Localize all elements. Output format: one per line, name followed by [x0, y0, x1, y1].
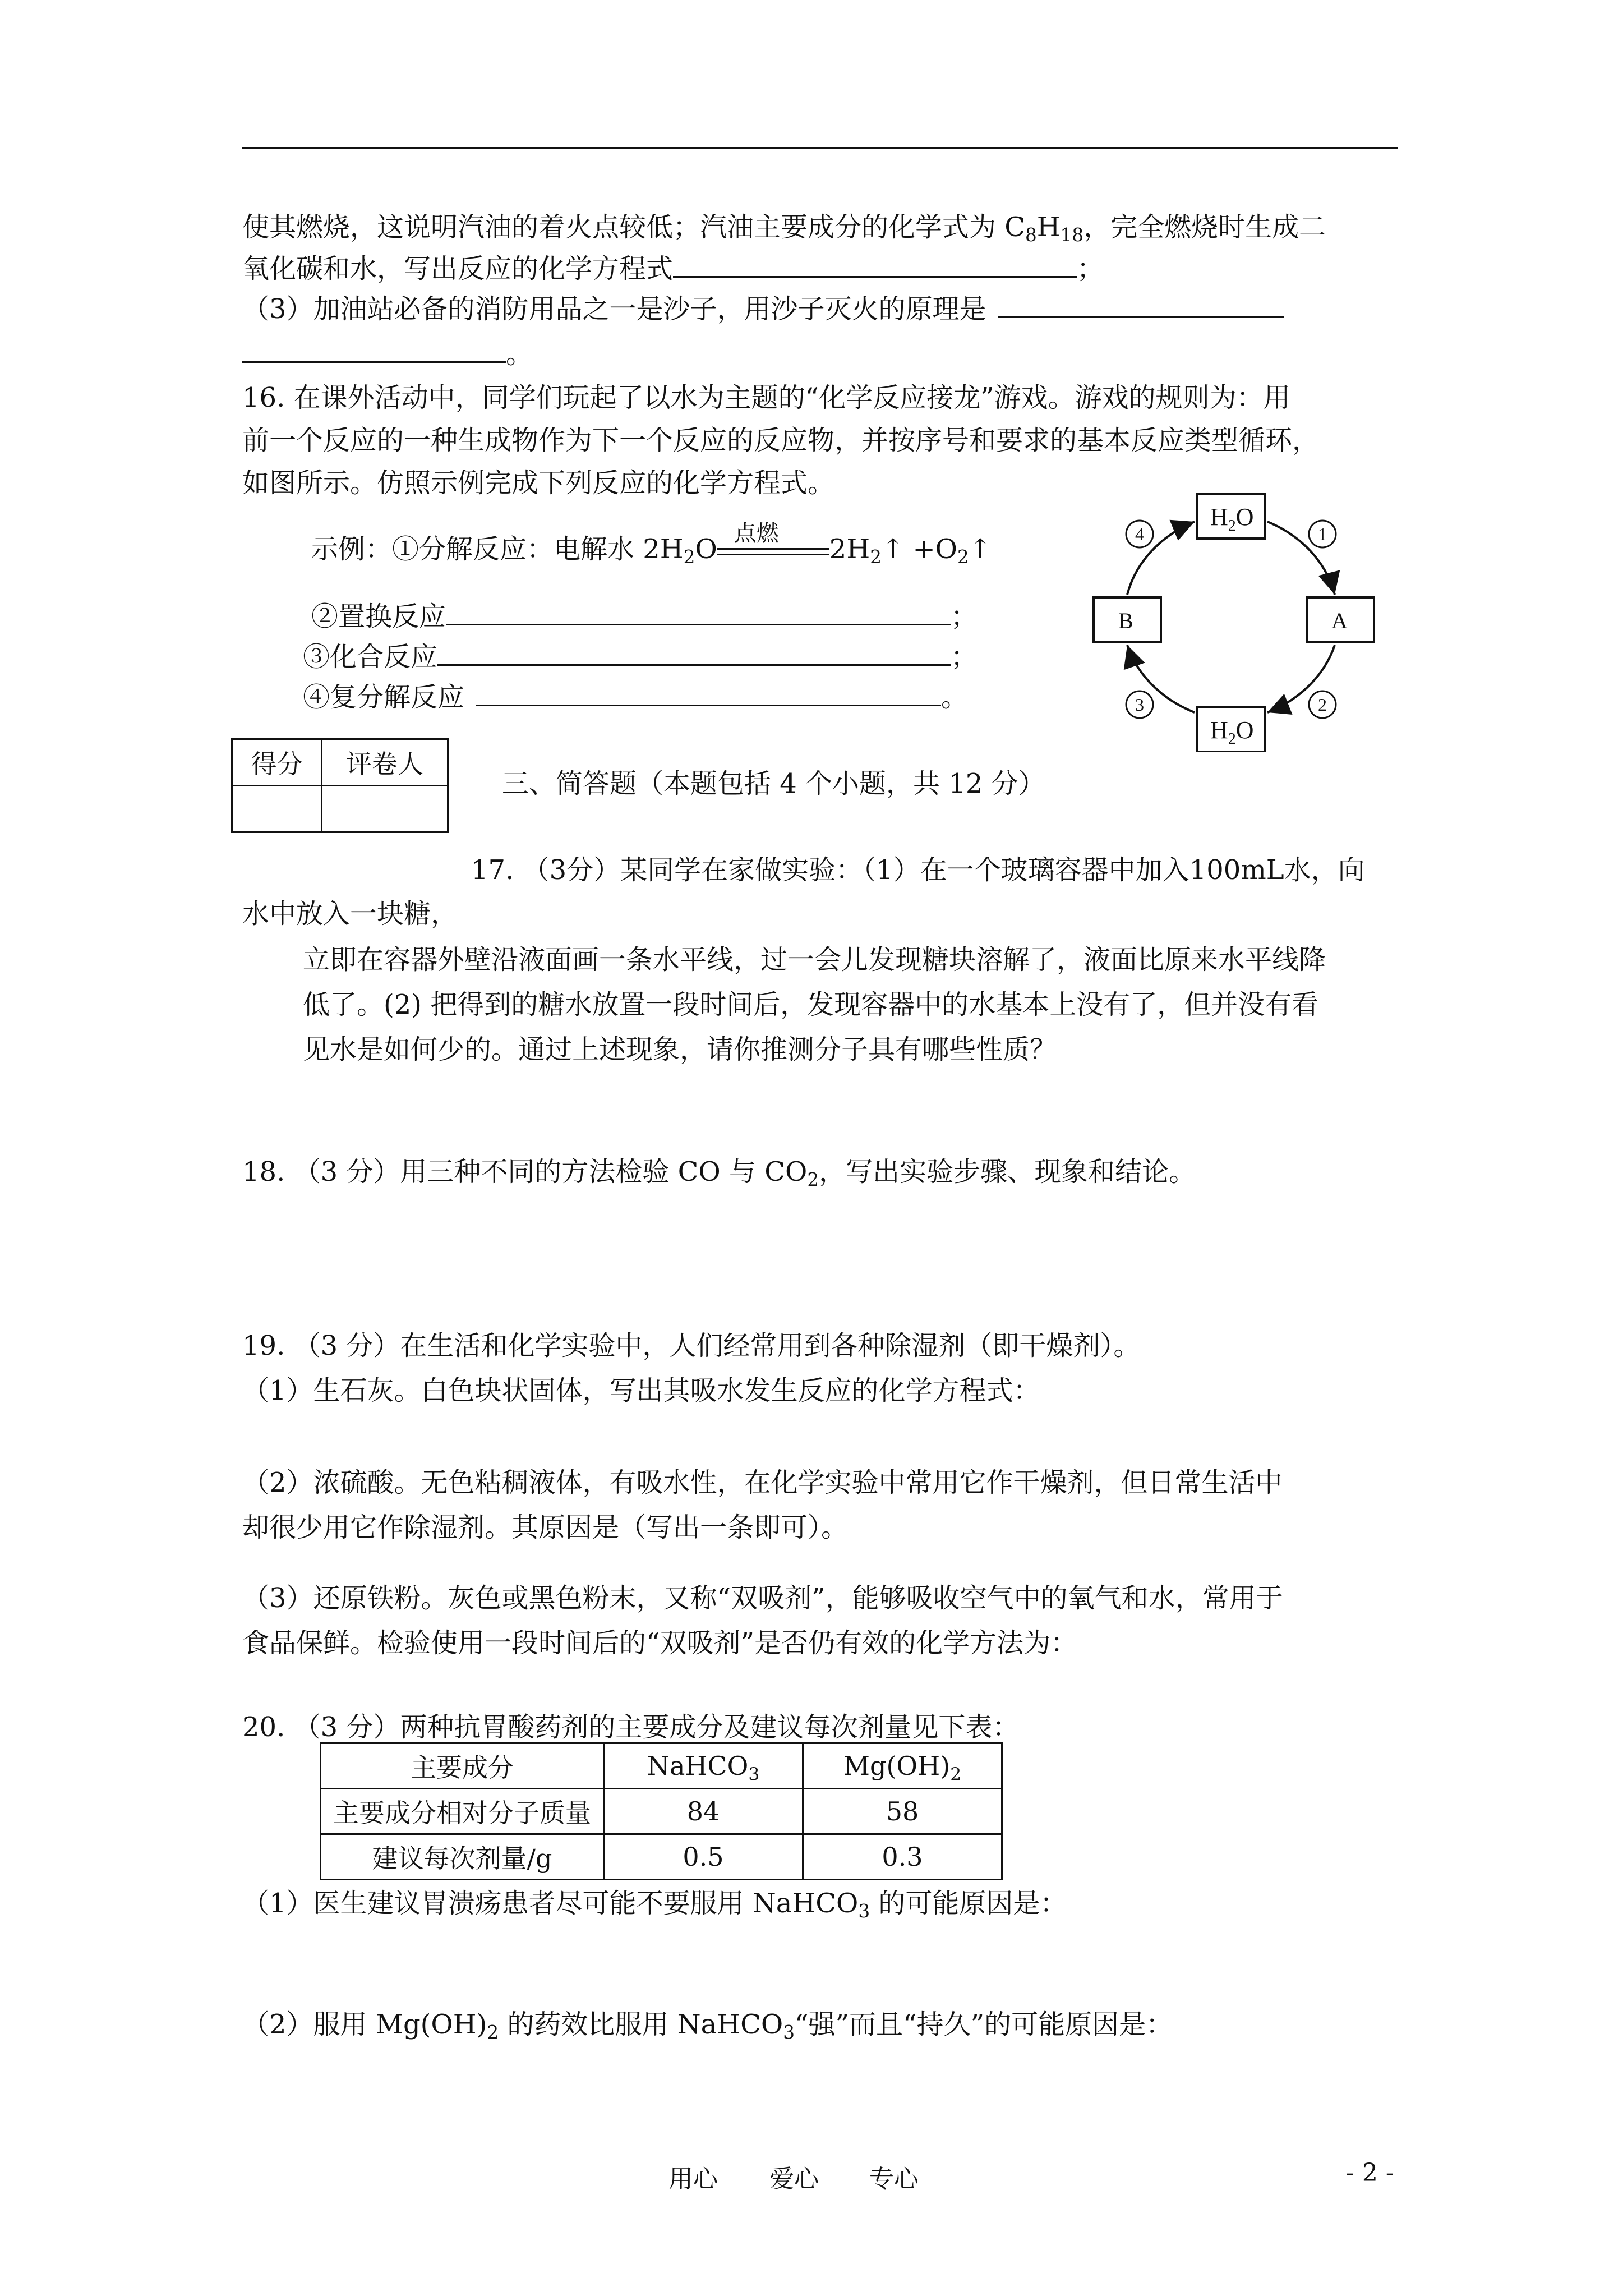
q16-item-4: ④复分解反应 。 [303, 682, 969, 713]
footer-motto-2: 爱心 [769, 2165, 819, 2193]
reaction-arrow [717, 520, 829, 563]
answer-blank[interactable] [476, 705, 941, 706]
footer-motto-1: 用心 [668, 2165, 718, 2193]
table-cell: 0.5 [604, 1834, 803, 1880]
top-box-label: H [1210, 503, 1228, 531]
page-number: - 2 - [1346, 2159, 1394, 2187]
grader-header: 评卷人 [322, 739, 448, 786]
answer-blank[interactable] [437, 664, 951, 666]
q17-line-5: 见水是如何少的。通过上述现象，请你推测分子具有哪些性质？ [303, 1034, 1057, 1065]
svg-text:H2O: $H_2O$ [1210, 503, 1254, 535]
score-cell[interactable] [232, 786, 322, 832]
table-header-cell: $Mg(OH)_2$ [803, 1743, 1002, 1789]
q16-line-3: 如图所示。仿照示例完成下列反应的化学方程式。 [242, 467, 835, 499]
answer-blank[interactable] [673, 276, 1077, 278]
q19-line-1: 19. （3 分）在生活和化学实验中，人们经常用到各种除湿剂（即干燥剂）。 [242, 1330, 1141, 1361]
table-row [321, 1789, 1002, 1834]
q18-line: 18. （3 分）用三种不同的方法检验 CO 与 $CO_2$，写出实验步骤、现象和结论。 [242, 1156, 1196, 1191]
table-row [321, 1834, 1002, 1880]
q19-line-3: （2）浓硫酸。无色粘稠液体，有吸水性，在化学实验中常用它作干燥剂，但日常生活中 [242, 1467, 1283, 1498]
q15-line-2: 氧化碳和水，写出反应的化学方程式 ； [242, 253, 1104, 284]
answer-blank[interactable] [998, 316, 1284, 318]
q15-line-1: 使其燃烧，这说明汽油的着火点较低；汽油主要成分的化学式为 $C_8H_{18}$，完全燃烧时生成二 [242, 211, 1326, 246]
step-1-number: 1 [1318, 524, 1327, 544]
q19-line-2: （1）生石灰。白色块状固体，写出其吸水发生反应的化学方程式： [242, 1375, 1040, 1406]
table-header-cell: NaHCO$_3$ [604, 1743, 803, 1789]
step-3-number: 3 [1135, 694, 1144, 715]
q20-sub-2: （2）服用 $Mg(OH)_2$ 的药效比服用 NaHCO$_3$“强”而且“持久”的可能原因是： [242, 2009, 1173, 2044]
table-cell: 84 [604, 1789, 803, 1834]
answer-blank[interactable] [242, 361, 506, 363]
left-box-label: B [1118, 608, 1133, 633]
q20-sub-1: （1）医生建议胃溃疡患者尽可能不要服用 NaHCO$_3$ 的可能原因是： [242, 1888, 1067, 1922]
grader-cell[interactable] [322, 786, 448, 832]
q17-line-2: 水中放入一块糖， [242, 898, 458, 930]
section-3-title: 三、简答题（本题包括 4 个小题，共 12 分） [502, 768, 1045, 799]
table-cell: 58 [803, 1789, 1002, 1834]
reaction-cycle-diagram [1082, 482, 1396, 752]
q16-line-1: 16. 在课外活动中，同学们玩起了以水为主题的“化学反应接龙”游戏。游戏的规则为：用 [242, 382, 1290, 413]
q16-item-3: ③化合反应 ； [303, 641, 978, 673]
answer-blank[interactable] [446, 624, 951, 625]
score-table [231, 738, 449, 833]
step-4-number: 4 [1135, 524, 1144, 544]
table-cell: 建议每次剂量/g [321, 1834, 604, 1880]
svg-text:H2O: $H_2O$ [1210, 716, 1254, 748]
q17-line-3: 立即在容器外壁沿液面画一条水平线，过一会儿发现糖块溶解了，液面比原来水平线降 [303, 944, 1326, 976]
table-cell: 0.3 [803, 1834, 1002, 1880]
reaction-condition: 点燃 [734, 520, 779, 546]
table-row [321, 1743, 1002, 1789]
q17-line-4: 低了。(2) 把得到的糖水放置一段时间后，发现容器中的水基本上没有了，但并没有看 [303, 989, 1319, 1020]
table-header-cell: 主要成分 [321, 1743, 604, 1789]
q20-line-1: 20. （3 分）两种抗胃酸药剂的主要成分及建议每次剂量见下表： [242, 1711, 1020, 1743]
q15-line-3: （3）加油站必备的消防用品之一是沙子，用沙子灭火的原理是 [242, 287, 1284, 326]
q17-line-1: 17. （3分）某同学在家做实验：（1）在一个玻璃容器中加入100mL水，向 [471, 854, 1365, 886]
q16-line-2: 前一个反应的一种生成物作为下一个反应的反应物，并按序号和要求的基本反应类型循环， [242, 425, 1320, 456]
q16-item-2: ②置换反应 ； [311, 601, 978, 632]
footer-motto-3: 专心 [869, 2165, 919, 2193]
step-2-number: 2 [1318, 694, 1327, 715]
q19-line-5: （3）还原铁粉。灰色或黑色粉末，又称“双吸剂”，能够吸收空气中的氧气和水，常用于 [242, 1582, 1283, 1614]
right-box-label: A [1331, 608, 1348, 633]
q16-example: 示例：①分解反应：电解水 $2H_2O$ 点燃 $2H_2↑$ $+O_2↑$ [311, 527, 992, 566]
score-header: 得分 [232, 739, 322, 786]
header-rule [242, 147, 1398, 149]
antacid-table [320, 1742, 1003, 1880]
q19-line-6: 食品保鲜。检验使用一段时间后的“双吸剂”是否仍有效的化学方法为： [242, 1627, 1078, 1659]
bottom-box-label: H [1210, 716, 1228, 744]
q15-line-4: 。 [242, 332, 533, 371]
table-cell: 主要成分相对分子质量 [321, 1789, 604, 1834]
q19-line-4: 却很少用它作除湿剂。其原因是（写出一条即可）。 [242, 1512, 849, 1543]
